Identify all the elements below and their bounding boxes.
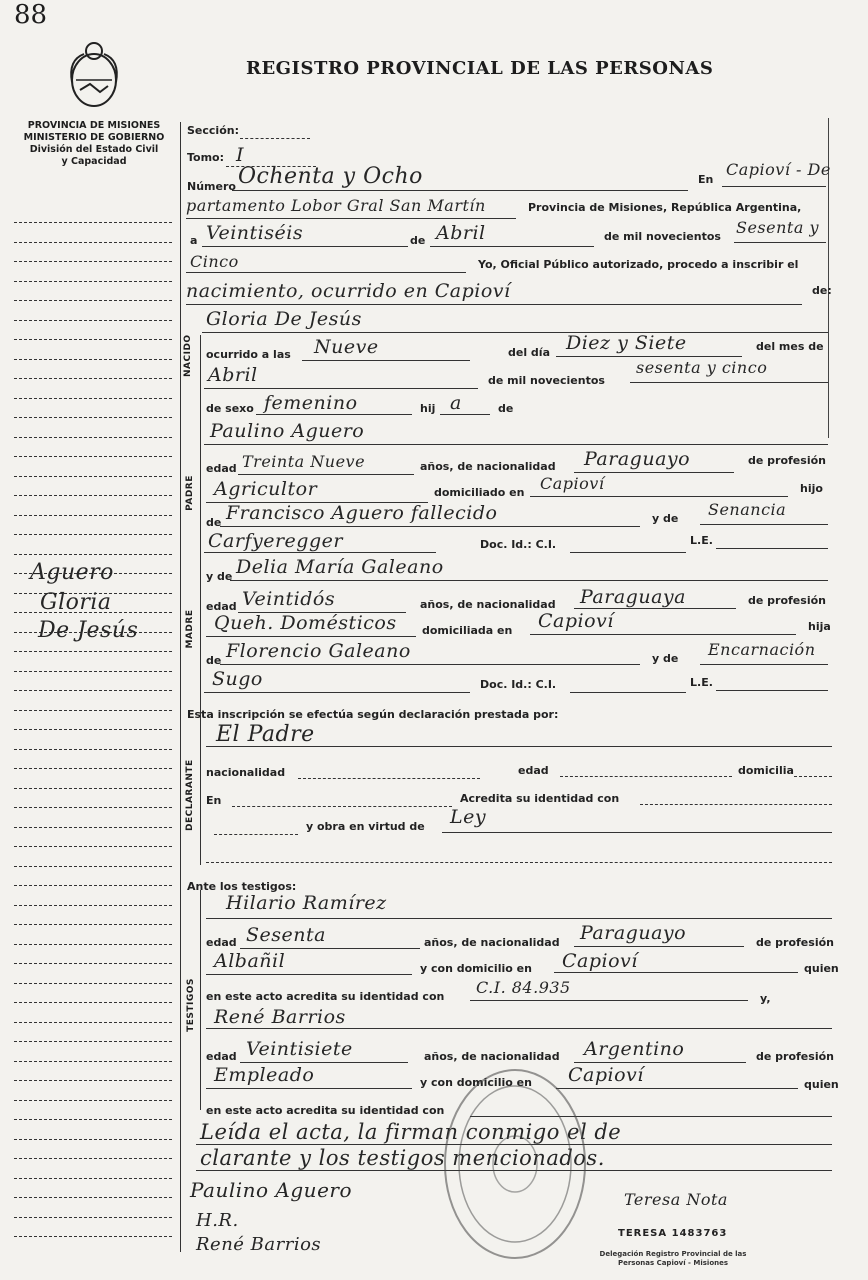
value-dia-registro: Veintiséis	[206, 222, 304, 244]
label-ante-testigos: Ante los testigos:	[187, 880, 297, 893]
margin-rule-line	[14, 1178, 172, 1179]
label-quien-t2: quien	[804, 1078, 839, 1091]
value-leida-1: Leída el acta, la firman conmigo el de	[200, 1120, 622, 1144]
label-doc-id-madre: Doc. Id.: C.I.	[480, 678, 557, 691]
margin-rule-line	[14, 398, 172, 399]
form-left-border	[180, 122, 181, 1252]
label-del-mes-de: del mes de	[756, 340, 824, 353]
label-de-padre-padre: de	[206, 516, 222, 529]
value-padre-prof: Agricultor	[214, 478, 318, 500]
section-label-declarante: DECLARANTE	[185, 759, 195, 831]
value-ano-registro-2: Cinco	[190, 252, 239, 271]
label-edad-t1: edad	[206, 936, 237, 949]
label-con-domicilio-t2: y con domicilio en	[420, 1076, 532, 1089]
value-t2-dom: Capioví	[568, 1064, 644, 1086]
margin-rule-line	[14, 534, 172, 535]
document-title: REGISTRO PROVINCIAL DE LAS PERSONAS	[246, 58, 714, 79]
value-numero: Ochenta y Ocho	[238, 164, 423, 189]
label-y-de-padre: y de	[652, 512, 679, 525]
label-en-declarante: En	[206, 794, 222, 807]
margin-rule-line	[14, 1158, 172, 1159]
label-y-de-madre: y de	[206, 570, 233, 583]
value-obra: Ley	[450, 806, 487, 828]
label-numero: Número	[187, 180, 236, 193]
margin-rule-line	[14, 1139, 172, 1140]
value-t1-doc: C.I. 84.935	[476, 978, 571, 997]
label-acredita: Acredita su identidad con	[460, 792, 620, 805]
label-domicilio-declarante: domicilia	[738, 764, 794, 777]
signature-oficial-stamp: TERESA 1483763	[618, 1228, 728, 1239]
label-le-padre: L.E.	[690, 534, 713, 547]
label-ocurrido: ocurrido a las	[206, 348, 291, 361]
label-edad-madre: edad	[206, 600, 237, 613]
label-de: de	[410, 234, 426, 247]
section-label-nacido: NACIDO	[183, 334, 193, 377]
label-anos-nac-madre: años, de nacionalidad	[420, 598, 556, 611]
label-yo-oficial: Yo, Oficial Público autorizado, procedo a inscribir el	[478, 258, 799, 271]
margin-rule-line	[14, 1022, 172, 1023]
official-stamp-icon	[440, 1064, 590, 1264]
label-le-madre: L.E.	[690, 676, 713, 689]
label-de-madre-padre: de	[206, 654, 222, 667]
margin-rule-line	[14, 1100, 172, 1101]
margin-rule-line	[14, 1236, 172, 1237]
value-dia-nac: Diez y Siete	[566, 332, 687, 354]
label-y-de-madre2: y de	[652, 652, 679, 665]
label-con-domicilio-t1: y con domicilio en	[420, 962, 532, 975]
margin-rule-line	[14, 242, 172, 243]
value-t2-prof: Empleado	[214, 1064, 315, 1086]
margin-rule-line	[14, 710, 172, 711]
value-madre-madre-2: Sugo	[212, 668, 263, 690]
margin-rule-line	[14, 437, 172, 438]
signature-oficial: Teresa Nota	[624, 1190, 728, 1209]
margin-rule-line	[14, 827, 172, 828]
margin-rule-line	[14, 866, 172, 867]
signature-testigo1: H.R.	[196, 1210, 239, 1231]
label-edad-declarante: edad	[518, 764, 549, 777]
value-padre-padre: Francisco Aguero fallecido	[226, 502, 498, 524]
label-tomo: Tomo:	[187, 151, 225, 164]
value-t2-nac: Argentino	[584, 1038, 685, 1060]
label-acredita-t2: en este acto acredita su identidad con	[206, 1104, 445, 1117]
value-sexo: femenino	[264, 392, 358, 414]
label-doc-id-padre: Doc. Id.: C.I.	[480, 538, 557, 551]
margin-rule-line	[14, 476, 172, 477]
margin-rule-line	[14, 749, 172, 750]
margin-rule-line	[14, 281, 172, 282]
value-hij-suffix: a	[450, 392, 462, 414]
label-en: En	[698, 173, 714, 186]
margin-note-line: Aguero	[30, 560, 114, 585]
margin-rule-line	[14, 885, 172, 886]
label-edad-t2: edad	[206, 1050, 237, 1063]
margin-rule-line	[14, 1197, 172, 1198]
label-del-dia: del día	[508, 346, 551, 359]
margin-rule-line	[14, 768, 172, 769]
label-nacionalidad-declarante: nacionalidad	[206, 766, 286, 779]
form-inner-border	[200, 890, 201, 1110]
margin-rule-line	[14, 807, 172, 808]
value-padre-nombre: Paulino Aguero	[210, 420, 365, 442]
coat-of-arms-icon	[66, 40, 122, 112]
value-departamento: partamento Lobor Gral San Martín	[186, 196, 486, 215]
value-declarante: El Padre	[216, 722, 315, 747]
margin-rule-line	[14, 515, 172, 516]
section-label-madre: MADRE	[185, 609, 195, 649]
value-ano-nac: sesenta y cinco	[636, 358, 768, 377]
margin-rule-line	[14, 495, 172, 496]
margin-rule-line	[14, 690, 172, 691]
value-madre-dom: Capioví	[538, 610, 614, 632]
value-nombre-nacido: Gloria De Jesús	[206, 308, 362, 330]
label-hij: hij	[420, 402, 436, 415]
margin-rule-line	[14, 359, 172, 360]
margin-rule-line	[14, 1119, 172, 1120]
value-mes-nac: Abril	[208, 364, 258, 386]
label-anos-nac-t1: años, de nacionalidad	[424, 936, 560, 949]
margin-rule-line	[14, 846, 172, 847]
value-madre-madre-1: Encarnación	[708, 640, 816, 659]
label-profesion-madre: de profesión	[748, 594, 826, 607]
label-hijo: hijo	[800, 482, 823, 495]
label-a: a	[190, 234, 198, 247]
value-padre-madre-2: Carfyeregger	[208, 530, 343, 552]
value-hora: Nueve	[314, 336, 379, 358]
label-de-mil-novecientos: de mil novecientos	[604, 230, 721, 243]
value-leida-2: clarante y los testigos mencionados.	[200, 1146, 605, 1170]
label-quien-t1: quien	[804, 962, 839, 975]
value-madre-padre: Florencio Galeano	[226, 640, 411, 662]
margin-rule-line	[14, 924, 172, 925]
value-testigo2: René Barrios	[214, 1006, 346, 1028]
margin-rule-line	[14, 554, 172, 555]
label-obra: y obra en virtud de	[306, 820, 425, 833]
margin-rule-line	[14, 378, 172, 379]
label-y-coma: y,	[760, 992, 771, 1005]
value-t1-nac: Paraguayo	[580, 922, 687, 944]
agency-line: División del Estado Civil	[29, 144, 159, 155]
margin-rule-line	[14, 222, 172, 223]
margin-rule-line	[14, 300, 172, 301]
label-anos-nac-t2: años, de nacionalidad	[424, 1050, 560, 1063]
value-madre-edad: Veintidós	[242, 588, 336, 610]
margin-rule-line	[14, 788, 172, 789]
value-t1-prof: Albañil	[214, 950, 286, 972]
margin-rule-line	[14, 1080, 172, 1081]
label-profesion-t2: de profesión	[756, 1050, 834, 1063]
label-domiciliado-padre: domiciliado en	[434, 486, 525, 499]
margin-rule-line	[14, 1061, 172, 1062]
value-madre-nombre: Delia María Galeano	[236, 556, 444, 578]
agency-block	[14, 120, 174, 168]
section-label-testigos: TESTIGOS	[186, 978, 196, 1032]
margin-rule-line	[14, 963, 172, 964]
margin-rule-line	[14, 944, 172, 945]
margin-rule-line	[14, 320, 172, 321]
label-seccion: Sección:	[187, 124, 239, 137]
label-provincia: Provincia de Misiones, República Argentina,	[528, 201, 802, 214]
label-de-colon: de:	[812, 284, 832, 297]
margin-rule-line	[14, 1041, 172, 1042]
margin-note-line: De Jesús	[38, 618, 139, 643]
margin-note-line: Gloria	[40, 590, 112, 615]
value-padre-nac: Paraguayo	[584, 448, 691, 470]
section-label-padre: PADRE	[185, 475, 195, 511]
margin-rule-line	[14, 261, 172, 262]
agency-line: MINISTERIO DE GOBIERNO	[23, 132, 165, 143]
value-madre-prof: Queh. Domésticos	[214, 612, 397, 634]
label-de-sexo-de: de	[498, 402, 514, 415]
label-anos-nac-padre: años, de nacionalidad	[420, 460, 556, 473]
label-edad-padre: edad	[206, 462, 237, 475]
stamp-caption: Delegación Registro Provincial de las Personas Capioví - Misiones	[599, 1250, 747, 1267]
signature-testigo2: René Barrios	[196, 1234, 322, 1255]
value-madre-nac: Paraguaya	[580, 586, 686, 608]
value-hecho: nacimiento, ocurrido en Capioví	[186, 280, 511, 302]
label-hija: hija	[808, 620, 831, 633]
margin-rule-line	[14, 456, 172, 457]
value-padre-dom: Capioví	[540, 474, 605, 493]
margin-rule-line	[14, 729, 172, 730]
margin-rule-line	[14, 983, 172, 984]
value-t1-edad: Sesenta	[246, 924, 326, 946]
label-de-mil-novecientos-nac: de mil novecientos	[488, 374, 605, 387]
margin-rule-line	[14, 671, 172, 672]
margin-rule-line	[14, 1002, 172, 1003]
margin-rule-line	[14, 651, 172, 652]
margin-rule-line	[14, 905, 172, 906]
label-de-sexo: de sexo	[206, 402, 254, 415]
value-mes-registro: Abril	[436, 222, 486, 244]
label-declaracion: Esta inscripción se efectúa según declaración prestada por:	[187, 708, 559, 721]
agency-line: y Capacidad	[61, 156, 127, 167]
margin-rule-line	[14, 417, 172, 418]
value-tomo: I	[236, 144, 245, 166]
value-en-place: Capioví - De	[726, 160, 831, 179]
value-ano-registro-1: Sesenta y	[736, 218, 820, 237]
value-padre-madre-1: Senancia	[708, 500, 787, 519]
label-domiciliada-madre: domiciliada en	[422, 624, 513, 637]
page-number: 88	[14, 0, 48, 30]
signature-padre: Paulino Aguero	[190, 1178, 352, 1202]
value-t1-dom: Capioví	[562, 950, 638, 972]
margin-rule-line	[14, 1217, 172, 1218]
agency-line: PROVINCIA DE MISIONES	[27, 120, 161, 131]
form-inner-border	[200, 335, 201, 865]
margin-rule-line	[14, 339, 172, 340]
label-profesion-t1: de profesión	[756, 936, 834, 949]
value-t2-edad: Veintisiete	[246, 1038, 353, 1060]
value-padre-edad: Treinta Nueve	[242, 452, 366, 471]
value-testigo1: Hilario Ramírez	[226, 892, 387, 914]
label-acredita-t1: en este acto acredita su identidad con	[206, 990, 445, 1003]
label-profesion-padre: de profesión	[748, 454, 826, 467]
